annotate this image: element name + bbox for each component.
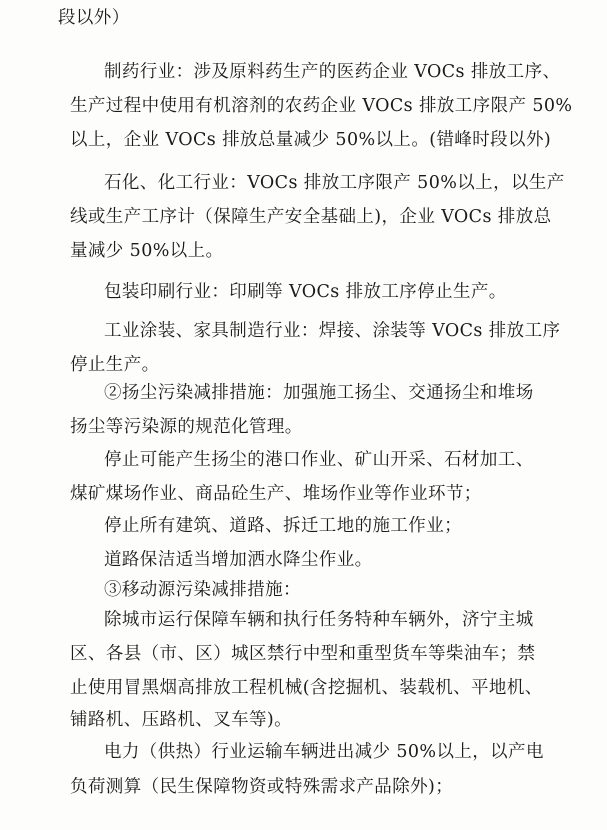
text-line: 制药行业：涉及原料药生产的医药企业 VOCs 排放工序、 xyxy=(104,62,561,82)
text-line: 区、各县（市、区）城区禁行中型和重型货车等柴油车；禁 xyxy=(70,644,536,664)
text-line: 止使用冒黑烟高排放工程机械(含挖掘机、装载机、平地机、 xyxy=(70,678,543,698)
text-line: 包装印刷行业：印刷等 VOCs 排放工序停止生产。 xyxy=(104,282,507,302)
text-line: 工业涂装、家具制造行业：焊接、涂装等 VOCs 排放工序 xyxy=(104,321,561,341)
text-line: 生产过程中使用有机溶剂的农药企业 VOCs 排放工序限产 50% xyxy=(70,96,573,116)
text-line: 道路保洁适当增加洒水降尘作业。 xyxy=(104,550,373,570)
text-line: 除城市运行保障车辆和执行任务特种车辆外，济宁主城 xyxy=(104,610,534,630)
text-line: 以上，企业 VOCs 排放总量减少 50%以上。(错峰时段以外) xyxy=(70,130,552,150)
text-line: 停止可能产生扬尘的港口作业、矿山开采、石材加工、 xyxy=(104,450,534,470)
text-line: 电力（供热）行业运输车辆进出减少 50%以上，以产电 xyxy=(104,742,544,762)
text-line: 线或生产工序计（保障生产安全基础上)，企业 VOCs 排放总 xyxy=(70,207,552,227)
text-line: 量减少 50%以上。 xyxy=(70,241,224,261)
text-line: 扬尘等污染源的规范化管理。 xyxy=(70,417,303,437)
text-line: 停止所有建筑、道路、拆迁工地的施工作业； xyxy=(104,516,462,536)
text-line: 负荷测算（民生保障物资或特殊需求产品除外)； xyxy=(70,777,454,797)
text-line: 段以外） xyxy=(58,8,130,28)
text-line: 铺路机、压路机、叉车等)。 xyxy=(70,710,293,730)
text-line: 石化、化工行业：VOCs 排放工序限产 50%以上，以生产 xyxy=(104,173,565,193)
text-line: 煤矿煤场作业、商品砼生产、堆场作业等作业环节； xyxy=(70,484,482,504)
text-line: ③移动源污染减排措施： xyxy=(104,580,301,600)
text-line: ②扬尘污染减排措施：加强施工扬尘、交通扬尘和堆场 xyxy=(104,383,534,403)
text-line: 停止生产。 xyxy=(70,355,160,375)
